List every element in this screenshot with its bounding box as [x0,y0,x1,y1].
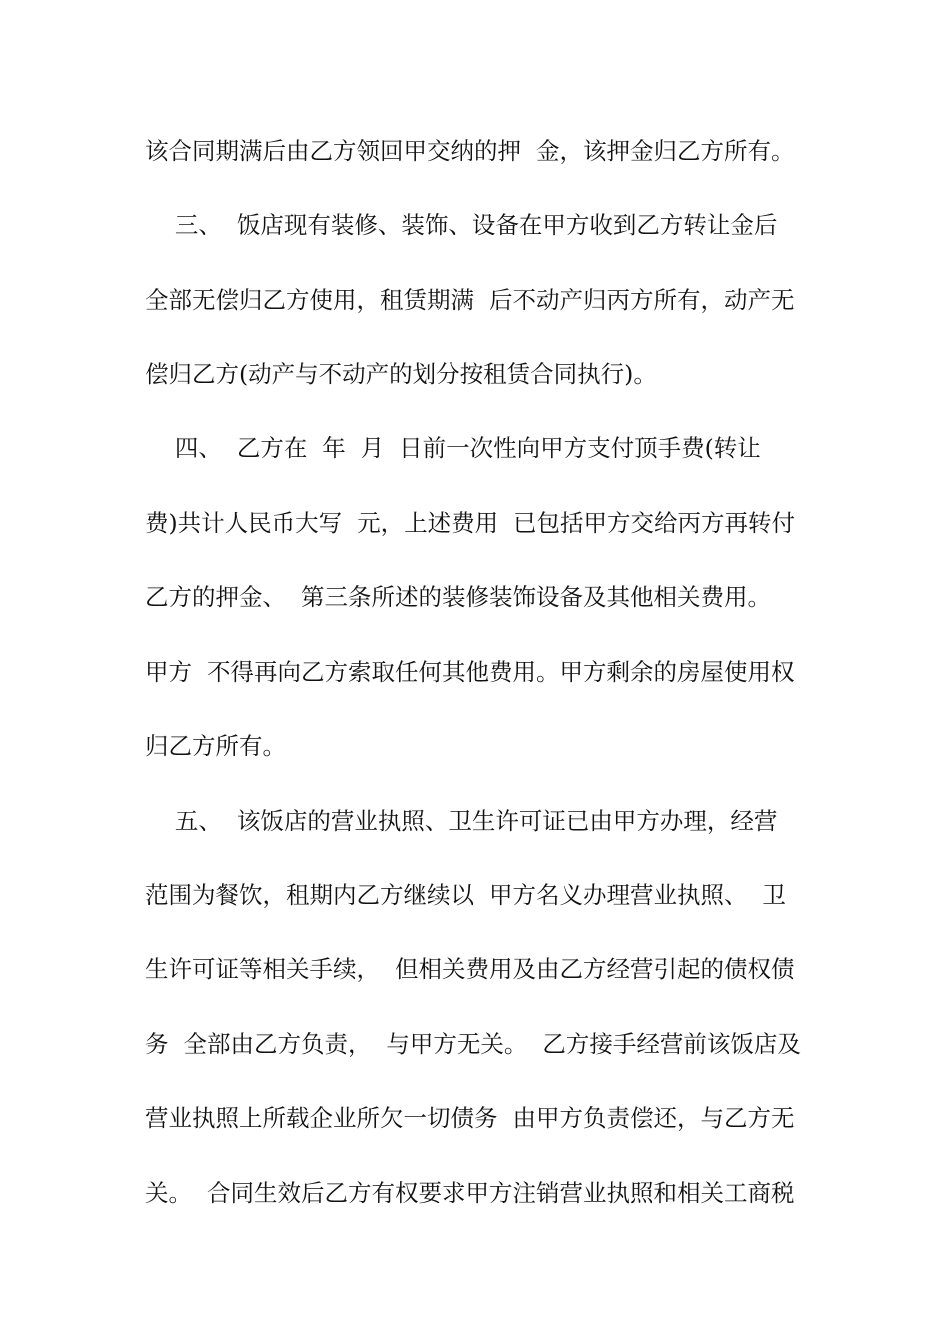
text-line: 甲方 不得再向乙方索取任何其他费用。甲方剩余的房屋使用权 [145,658,795,686]
text-line: 关。 合同生效后乙方有权要求甲方注销营业执照和相关工商税 [145,1179,795,1207]
text-line: 范围为餐饮，租期内乙方继续以 甲方名义办理营业执照、 卫 [145,881,786,909]
text-line: 全部无偿归乙方使用，租赁期满 后不动产归丙方所有，动产无 [145,286,795,314]
text-line: 偿归乙方(动产与不动产的划分按租赁合同执行)。 [145,360,657,388]
text-line: 务 全部由乙方负责， 与甲方无关。 乙方接手经营前该饭店及 [145,1030,801,1058]
text-line: 乙方的押金、 第三条所述的装修装饰设备及其他相关费用。 [145,583,771,611]
text-line: 归乙方所有。 [145,732,286,760]
text-line: 该合同期满后由乙方领回甲交纳的押 金，该押金归乙方所有。 [145,137,795,165]
text-line: 五、 该饭店的营业执照、卫生许可证已由甲方办理，经营 [145,807,778,835]
text-line: 三、 饭店现有装修、装饰、设备在甲方收到乙方转让金后 [145,211,778,239]
text-line: 营业执照上所载企业所欠一切债务 由甲方负责偿还，与乙方无 [145,1104,795,1132]
text-line: 费)共计人民币大写 元，上述费用 已包括甲方交给丙方再转付 [145,509,796,537]
text-line: 四、 乙方在 年 月 日前一次性向甲方支付顶手费(转让 [145,434,761,462]
text-line: 生许可证等相关手续， 但相关费用及由乙方经营引起的债权债 [145,955,795,983]
